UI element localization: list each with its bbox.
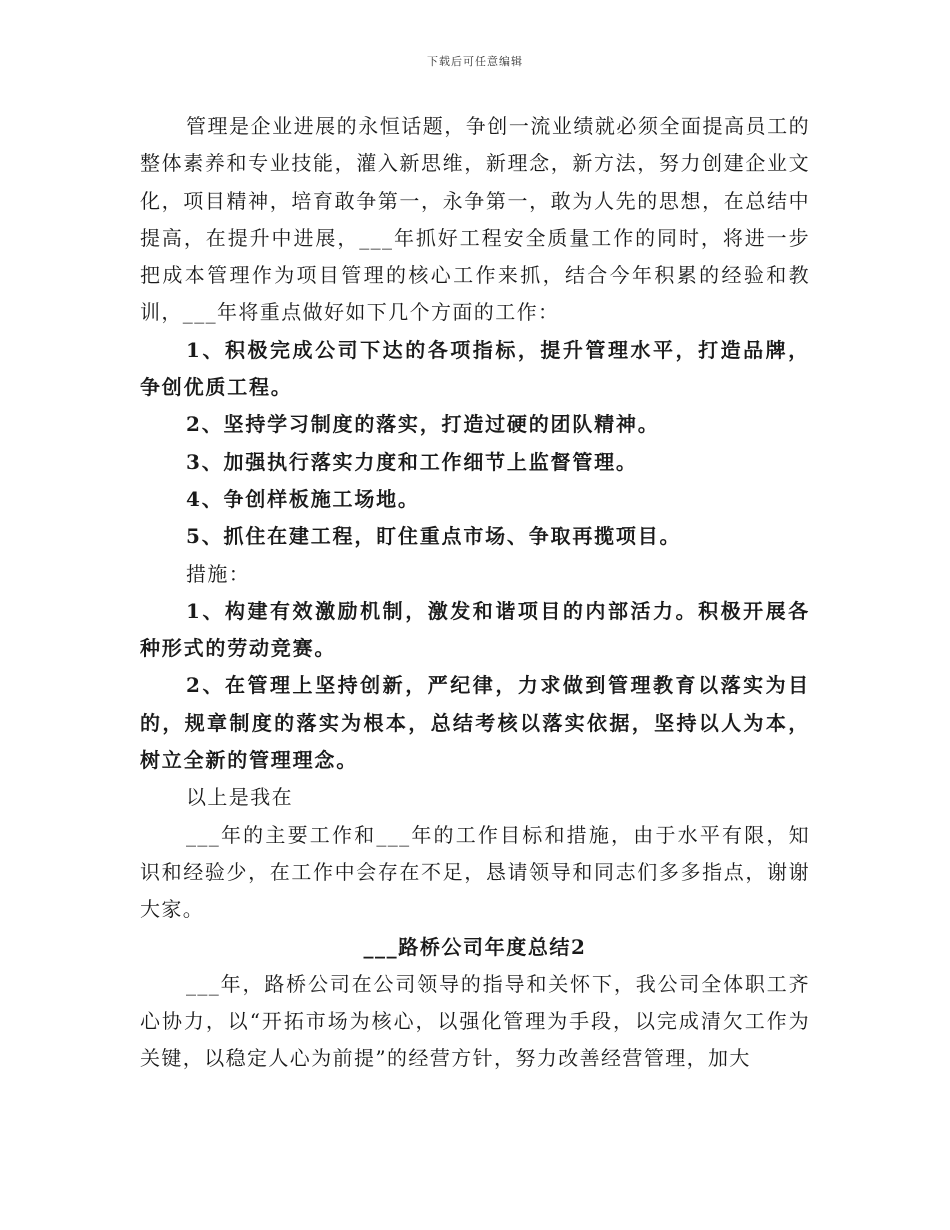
paragraph-section2-intro: ___年，路桥公司在公司领导的指导和关怀下，我公司全体职工齐心协力，以“开拓市场为核心，以强化管理为手段，以完成清欠工作为关键，以稳定人心为前提”的经营方针，努力改善经营管理，加大 bbox=[140, 971, 810, 1071]
measure-item-1: 1、构建有效激励机制，激发和谐项目的内部活力。积极开展各种形式的劳动竞赛。 bbox=[140, 598, 810, 661]
goal-item-2: 2、坚持学习制度的落实，打造过硬的团队精神。 bbox=[186, 412, 660, 437]
measure-item-2: 2、在管理上坚持创新，严纪律，力求做到管理教育以落实为目的，规章制度的落实为根本，总结考核以落实依据，坚持以人为本，树立全新的管理理念。 bbox=[140, 673, 810, 773]
goal-item-5: 5、抓住在建工程，盯住重点市场、争取再揽项目。 bbox=[186, 524, 682, 549]
measures-label: 措施： bbox=[186, 561, 251, 586]
goal-item-1: 1、积极完成公司下达的各项指标，提升管理水平，打造品牌，争创优质工程。 bbox=[140, 337, 810, 400]
paragraph-closing-lead: 以上是我在 bbox=[186, 785, 293, 810]
section-heading: ___路桥公司年度总结2 bbox=[363, 934, 587, 959]
paragraph-closing: ___年的主要工作和___年的工作目标和措施，由于水平有限，知识和经验少，在工作中会存在不足，恳请领导和同志们多多指点，谢谢大家。 bbox=[140, 822, 810, 922]
document-body bbox=[140, 108, 810, 1078]
goal-item-4: 4、争创样板施工场地。 bbox=[186, 486, 420, 511]
goal-item-3: 3、加强执行落实力度和工作细节上监督管理。 bbox=[186, 449, 638, 474]
page-header-note: 下载后可任意编辑 bbox=[427, 55, 523, 68]
paragraph-intro: 管理是企业进展的永恒话题，争创一流业绩就必须全面提高员工的整体素养和专业技能，灌入新思维，新理念，新方法，努力创建企业文化，项目精神，培育敢争第一，永争第一，敢为人先的思想，在总结中提高，在提升中进展，___年抓好工程安全质量工作的同时，将进一步把成本管理作为项目管理的核心工作来抓，结合今年积累的经验和教训，___年将重点做好如下几个方面的工作： bbox=[140, 114, 810, 325]
